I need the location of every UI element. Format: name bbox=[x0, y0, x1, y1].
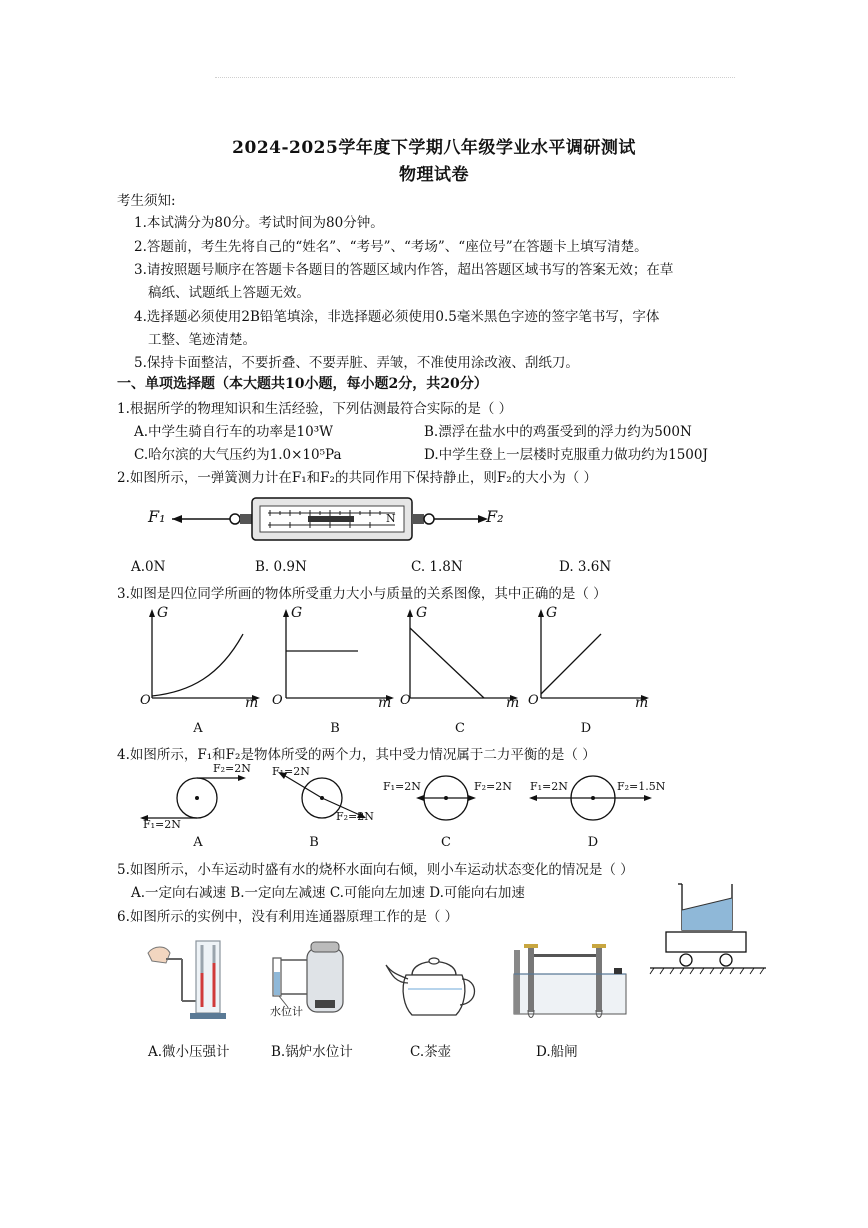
spring-scale-f2-label: F₂ bbox=[486, 507, 504, 526]
notice-heading: 考生须知: bbox=[117, 193, 176, 209]
graph-b-m-label: m bbox=[378, 695, 392, 711]
graph-d-caption: D bbox=[580, 721, 592, 736]
micro-pressure-gauge-figure bbox=[140, 933, 240, 1028]
spring-scale-f1-label: F₁ bbox=[148, 507, 166, 526]
question-4-stem: 4.如图所示，F₁和F₂是物体所受的两个力，其中受力情况属于二力平衡的是（ ） bbox=[117, 747, 596, 763]
water-gauge-label: 水位计 bbox=[270, 1005, 303, 1018]
diagram-a-f2-label: F₂=2N bbox=[213, 762, 251, 775]
graph-c-caption: C bbox=[455, 721, 465, 736]
graph-b-origin-label: O bbox=[272, 693, 283, 708]
graph-d-m-label: m bbox=[635, 695, 649, 711]
page-subtitle: 物理试卷 bbox=[399, 165, 469, 185]
question-2-option-b: B. 0.9N bbox=[255, 559, 307, 575]
diagram-b-f1-label: F₁=2N bbox=[272, 765, 310, 778]
question-6-stem: 6.如图所示的实例中，没有利用连通器原理工作的是（ ） bbox=[117, 909, 459, 925]
graph-a-origin-label: O bbox=[140, 693, 151, 708]
question-3-stem: 3.如图是四位同学所画的物体所受重力大小与质量的关系图像，其中正确的是（ ） bbox=[117, 586, 607, 602]
notice-item: 稿纸、试题纸上答题无效。 bbox=[148, 285, 310, 301]
notice-item: 工整、笔迹清楚。 bbox=[148, 332, 256, 348]
diagram-b-caption: B bbox=[309, 835, 319, 850]
graph-d-origin-label: O bbox=[528, 693, 539, 708]
notice-item: 2.答题前，考生先将自己的“姓名”、“考号”、“考场”、“座位号”在答题卡上填写清楚。 bbox=[134, 239, 648, 255]
diagram-c-f2-label: F₂=2N bbox=[474, 780, 512, 793]
question-2-option-a: A.0N bbox=[131, 559, 166, 575]
question-2-option-c: C. 1.8N bbox=[411, 559, 463, 575]
diagram-c-caption: C bbox=[441, 835, 451, 850]
notice-item: 3.请按照题号顺序在答题卡各题目的答题区域内作答，超出答题区域书写的答案无效；在草 bbox=[134, 262, 674, 278]
question-2-option-d: D. 3.6N bbox=[559, 559, 612, 575]
graph-b-g-label: G bbox=[291, 605, 303, 621]
question-6-option-a: A.微小压强计 bbox=[148, 1044, 230, 1060]
question-1-option-a: A.中学生骑自行车的功率是10³W bbox=[134, 424, 334, 440]
diagram-b-f2-label: F₂=2N bbox=[336, 810, 374, 823]
teapot-figure bbox=[384, 945, 484, 1023]
page-title: 2024-2025学年度下学期八年级学业水平调研测试 bbox=[232, 138, 636, 158]
diagram-d-f2-label: F₂=1.5N bbox=[617, 780, 666, 793]
spring-scale-figure bbox=[140, 490, 520, 550]
question-1-option-d: D.中学生登上一层楼时克服重力做功约为1500J bbox=[424, 447, 708, 463]
notice-item: 4.选择题必须使用2B铅笔填涂，非选择题必须使用0.5毫米黑色字迹的签字笔书写，字体 bbox=[134, 309, 660, 325]
question-6-option-c: C.茶壶 bbox=[410, 1044, 452, 1060]
diagram-a-f1-label: F₁=2N bbox=[143, 818, 181, 831]
diagram-d-caption: D bbox=[587, 835, 599, 850]
question-1-stem: 1.根据所学的物理知识和生活经验，下列估测最符合实际的是（ ） bbox=[117, 401, 513, 417]
graph-c-m-label: m bbox=[506, 695, 520, 711]
notice-item: 1.本试满分为80分。考试时间为80分钟。 bbox=[134, 215, 384, 231]
graph-d-g-label: G bbox=[546, 605, 558, 621]
graph-a-m-label: m bbox=[245, 695, 259, 711]
question-6-option-b: B.锅炉水位计 bbox=[271, 1044, 353, 1060]
graph-c-origin-label: O bbox=[400, 693, 411, 708]
question-1-option-b: B.漂浮在盐水中的鸡蛋受到的浮力约为500N bbox=[424, 424, 692, 440]
scan-header-rule bbox=[215, 77, 735, 78]
diagram-c-f1-label: F₁=2N bbox=[383, 780, 421, 793]
question-5-options: A.一定向右减速 B.一定向左减速 C.可能向左加速 D.可能向右加速 bbox=[131, 885, 525, 901]
graph-b-caption: B bbox=[330, 721, 340, 736]
graph-a-caption: A bbox=[193, 721, 203, 736]
diagram-a-caption: A bbox=[193, 835, 203, 850]
question-2-stem: 2.如图所示，一弹簧测力计在F₁和F₂的共同作用下保持静止，则F₂的大小为（ ） bbox=[117, 470, 598, 486]
graph-a-g-label: G bbox=[157, 605, 169, 621]
spring-scale-unit-mark: N bbox=[386, 512, 396, 525]
graph-c-g-label: G bbox=[416, 605, 428, 621]
diagram-d-f1-label: F₁=2N bbox=[530, 780, 568, 793]
question-6-option-d: D.船闸 bbox=[536, 1044, 578, 1060]
notice-item: 5.保持卡面整洁，不要折叠、不要弄脏、弄皱，不准使用涂改液、刮纸刀。 bbox=[134, 355, 579, 371]
ship-lock-figure bbox=[510, 940, 630, 1025]
question-5-stem: 5.如图所示，小车运动时盛有水的烧杯水面向右倾，则小车运动状态变化的情况是（ ） bbox=[117, 862, 634, 878]
question-1-option-c: C.哈尔滨的大气压约为1.0×10⁵Pa bbox=[134, 447, 342, 463]
section-heading: 一、单项选择题（本大题共10小题，每小题2分，共20分） bbox=[117, 376, 488, 392]
cart-beaker-figure bbox=[648, 878, 770, 978]
